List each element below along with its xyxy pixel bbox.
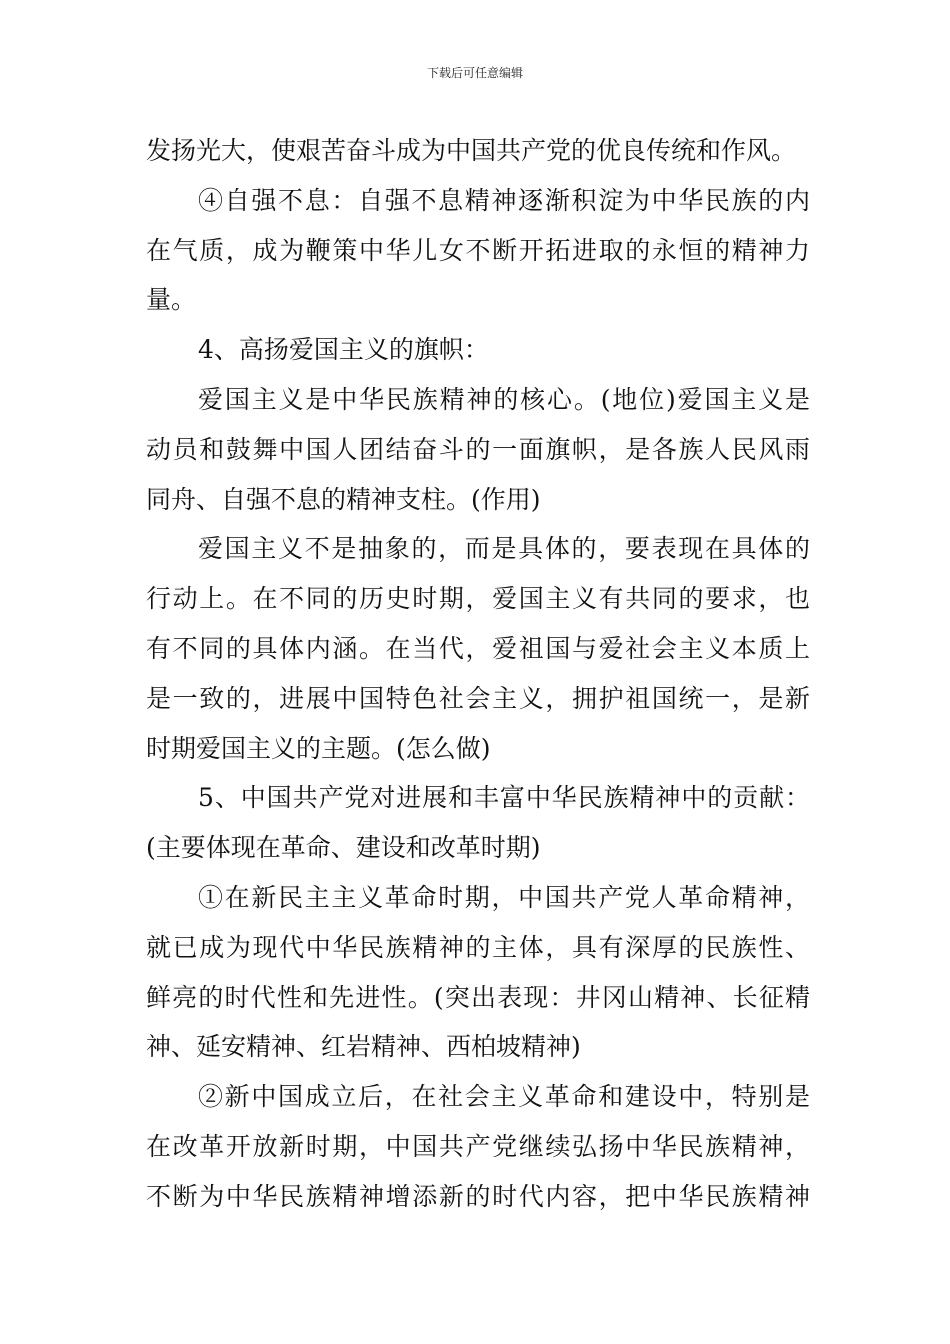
text-line: 不断为中华民族精神增添新的时代内容，把中华民族精神 [146, 1181, 810, 1211]
text-line: 量。 [146, 285, 197, 315]
text-line: 爱国主义是中华民族精神的核心。(地位)爱国主义是 [198, 384, 810, 414]
text-line: 鲜亮的时代性和先进性。(突出表现：井冈山精神、长征精 [146, 982, 810, 1012]
text-line: ④自强不息：自强不息精神逐渐积淀为中华民族的内 [198, 185, 810, 215]
text-line: ②新中国成立后，在社会主义革命和建设中，特别是 [198, 1082, 810, 1112]
section-heading: 4、高扬爱国主义的旗帜： [198, 335, 489, 365]
text-line: 时期爱国主义的主题。(怎么做) [146, 733, 491, 763]
page-header-note: 下载后可任意编辑 [426, 66, 523, 80]
text-line: 行动上。在不同的历史时期，爱国主义有共同的要求，也 [146, 584, 810, 614]
text-line: 发扬光大，使艰苦奋斗成为中国共产党的优良传统和作风。 [146, 136, 797, 165]
text-line: 有不同的具体内涵。在当代，爱祖国与爱社会主义本质上 [146, 633, 810, 663]
text-line: 动员和鼓舞中国人团结奋斗的一面旗帜，是各族人民风雨 [146, 434, 810, 464]
text-line: 在气质，成为鞭策中华儿女不断开拓进取的永恒的精神力 [146, 235, 810, 265]
section-heading: 5、中国共产党对进展和丰富中华民族精神中的贡献： [198, 783, 810, 813]
text-line: (主要体现在革命、建设和改革时期) [146, 833, 541, 863]
text-line: ①在新民主主义革命时期，中国共产党人革命精神， [198, 882, 810, 912]
text-line: 爱国主义不是抽象的，而是具体的，要表现在具体的 [198, 534, 810, 564]
text-line: 是一致的，进展中国特色社会主义，拥护祖国统一，是新 [146, 683, 810, 713]
text-line: 神、延安精神、红岩精神、西柏坡精神) [146, 1032, 581, 1062]
text-line: 就已成为现代中华民族精神的主体，具有深厚的民族性、 [146, 932, 810, 962]
text-line: 同舟、自强不息的精神支柱。(作用) [146, 484, 541, 514]
document-body [146, 126, 810, 1222]
text-line: 在改革开放新时期，中国共产党继续弘扬中华民族精神， [146, 1131, 810, 1161]
